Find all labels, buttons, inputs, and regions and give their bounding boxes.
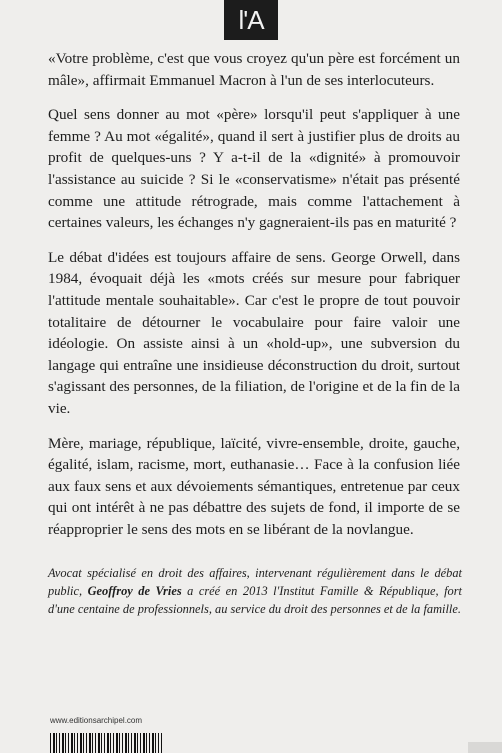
price-area	[468, 742, 502, 753]
publisher-website: www.editionsarchipel.com	[50, 716, 143, 725]
bio-intro: Avocat spécialisé en droit des affaires, intervenant régulièrement dans le débat public,	[48, 566, 462, 598]
blurb-paragraph-2: Quel sens donner au mot «père» lorsqu'il peut s'appliquer à une femme ? Au mot «égalité», quand il sert à justifier plus de droits au profit de quelques-uns ? Y a-t-il de la «dignité» à promouvoir l'assistance au suicide ? Si le «conservatisme» n'était pas présenté comme une attitude rétrograde, mais comme l'attachement à certaines valeurs, les échanges n'y gagneraient-ils pas en maturité ?	[48, 106, 460, 232]
bio-rest: a créé en 2013 l'Institut Famille & République, fort d'une centaine de professionnels, au service du droit des personnes et de la famille.	[48, 584, 462, 616]
author-name: Geoffroy de Vries	[87, 584, 182, 598]
publisher-logo: l'A	[224, 0, 278, 40]
blurb-paragraph-3: Le débat d'idées est toujours affaire de sens. George Orwell, dans 1984, évoquait déjà les «mots créés sur mesure pour fabriquer l'attitude mentale souhaitable». Car c'est le propre de tout pouvoir totalitaire de détourner le vocabulaire pour faire valoir une idéologie. On assiste ainsi à un «hold-up», une subversion du langage qui entraîne une insidieuse déconstruction du droit, surtout s'agissant des personnes, de la filiation, de l'origine et de la fin de la vie.	[48, 248, 460, 417]
barcode	[50, 733, 162, 753]
blurb-paragraph-4: Mère, mariage, république, laïcité, vivre-ensemble, droite, gauche, égalité, islam, racisme, mort, euthanasie… Face à la confusion liée aux faux sens et aux dévoiements sémantiques, entretenue par ceux qui ont intérêt à ne pas débattre des sujets de fond, il importe de se réapproprier le sens des mots en se libérant de la novlangue.	[48, 434, 460, 538]
blurb	[48, 48, 460, 553]
author-bio	[48, 564, 462, 618]
blurb-paragraph-1: «Votre problème, c'est que vous croyez qu'un père est forcément un mâle», affirmait Emmanuel Macron à l'un de ses interlocuteurs.	[48, 50, 460, 89]
